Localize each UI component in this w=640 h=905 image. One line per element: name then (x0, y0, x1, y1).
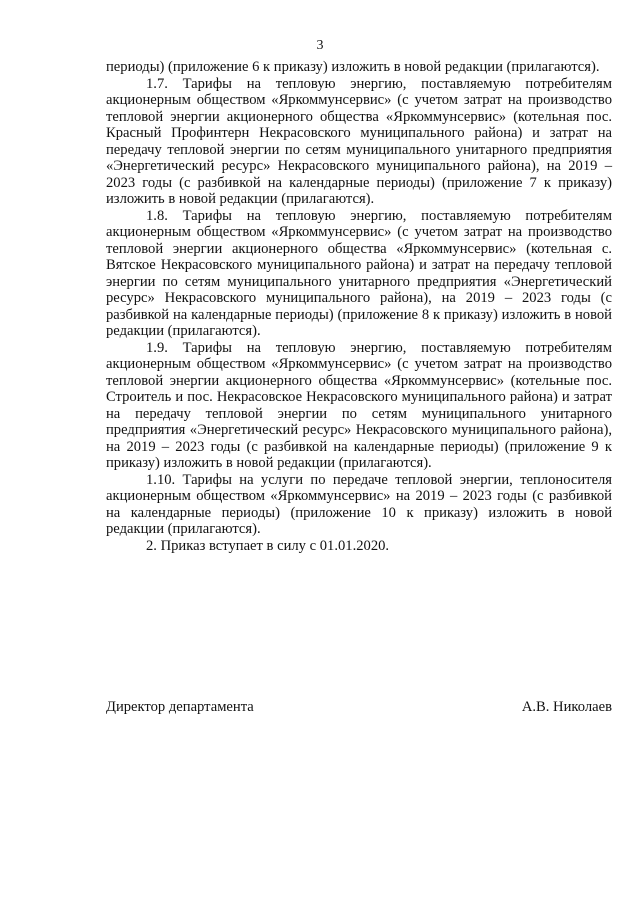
paragraph-2: 2. Приказ вступает в силу с 01.01.2020. (146, 537, 390, 554)
paragraph-1-7: 1.7. Тарифы на тепловую энергию, поставляемую потребителям акционерным обществом «Яркоммунсервис» (с учетом затрат на производство тепловой энергии акционерного общества «Яркоммунсервис» (котельная пос. Красный Профинтерн Некрасовского муниципального района) и затрат на передачу тепловой энергии по сетям муниципального унитарного предприятия «Энергетический ресурс» Некрасовского муниципального района), на 2019 – 2023 годы (с разбивкой на календарные периоды) (приложение 7 к приказу) изложить в новой редакции (прилагаются). (106, 75, 612, 207)
paragraph-continuation: периоды) (приложение 6 к приказу) изложить в новой редакции (прилагаются). (106, 59, 600, 75)
signatory-name: А.В. Николаев (521, 699, 612, 715)
signature-block (106, 699, 612, 716)
paragraph-1-8: 1.8. Тарифы на тепловую энергию, поставляемую потребителям акционерным обществом «Яркоммунсервис» (с учетом затрат на производство тепловой энергии акционерного общества «Яркоммунсервис» (котельная с. Вятское Некрасовского муниципального района) и затрат на передачу тепловой энергии по сетям муниципального унитарного предприятия «Энергетический ресурс» Некрасовского муниципального района), на 2019 – 2023 годы (с разбивкой на календарные периоды) (приложение 8 к приказу) изложить в новой редакции (прилагаются). (106, 207, 612, 339)
paragraph-1-9: 1.9. Тарифы на тепловую энергию, поставляемую потребителям акционерным обществом «Яркоммунсервис» (с учетом затрат на производство тепловой энергии акционерного общества «Яркоммунсервис» (котельные пос. Строитель и пос. Некрасовское Некрасовского муниципального района) и затрат на передачу тепловой энергии по сетям муниципального унитарного предприятия «Энергетический ресурс» Некрасовского муниципального района), на 2019 – 2023 годы (с разбивкой на календарные периоды) (приложение 9 к приказу) изложить в новой редакции (прилагаются). (106, 339, 612, 471)
page-number: 3 (316, 38, 324, 53)
paragraph-1-10: 1.10. Тарифы на услуги по передаче тепловой энергии, теплоносителя акционерным обществом «Яркоммунсервис» на 2019 – 2023 годы (с разбивкой на календарные периоды) (приложение 10 к приказу) изложить в новой редакции (прилагаются). (106, 471, 612, 537)
signatory-position: Директор департамента (106, 699, 254, 715)
document-body (106, 59, 612, 554)
